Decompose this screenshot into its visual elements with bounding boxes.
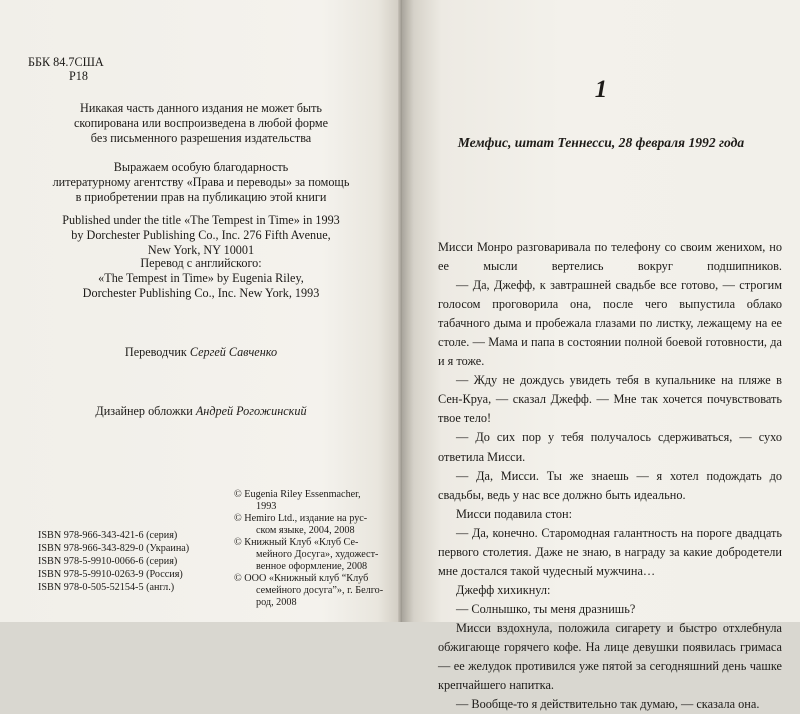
body-paragraph: Мисси вздохнула, положила сигарету и быстро отхлебнула обжигающе горячего кофе. На лице девушки появилась гримаса — ее желудок противился уже пятой за сегодняшний день чашке крепчайшего напитка. [438,620,782,693]
body-paragraph: Мисси подавила стон: [456,506,573,521]
copyright-line: ском языке, 2004, 2008 [256,525,355,536]
thanks-line: Выражаем особую благодарность [113,160,289,174]
isbn-line: ISBN 978-5-9910-0263-9 (Россия) [38,569,183,580]
body-paragraph: — До сих пор у тебя получалось сдерживаться, — сухо ответила Мисси. [438,430,782,464]
isbn-line: ISBN 978-966-343-829-0 (Украина) [38,543,190,554]
copyright-line: семейного досуга”», г. Белго- [256,585,384,596]
bbk-code: ББК 84.7США [28,55,104,69]
copyright-line: © Книжный Клуб «Клуб Се- [234,537,359,548]
isbn-line: ISBN 978-0-505-52154-5 (англ.) [38,582,175,593]
chapter-number: 1 [594,76,608,103]
published-line: Published under the title «The Tempest in Time» in 1993 [62,213,340,227]
copyright-line: 1993 [256,501,277,512]
thanks-line: литературному агентству «Права и переводы» за помощь [52,175,350,189]
published-line: by Dorchester Publishing Co., Inc. 276 Fifth Avenue, [71,228,331,242]
index-code: Р18 [69,69,88,83]
body-paragraph: — Жду не дождусь увидеть тебя в купальнике на пляже в Сен-Круа, — сказал Джефф. — Мне так хочется почувствовать твое тело! [438,373,782,426]
body-paragraph: — Да, Мисси. Ты же знаешь — я хотел подождать до свадьбы, ведь у нас все должно быть идеально. [438,468,782,502]
translation-line: Перевод с английского: [140,256,262,270]
copyright-line: © Hemiro Ltd., издание на рус- [234,513,368,524]
copyright-notice-line: Никакая часть данного издания не может быть [80,101,322,115]
copyright-line: мейного Досуга», художест- [256,549,379,560]
copyright-notice-line: скопирована или воспроизведена в любой форме [73,116,329,130]
copyright-line: © ООО «Книжный клуб “Клуб [234,573,369,584]
published-line: New York, NY 10001 [147,243,255,257]
translator-name: Сергей Савченко [189,345,278,359]
body-paragraph: Мисси Монро разговаривала по телефону со своим женихом, но ее мысли вертелись вокруг подшипников. [438,240,782,274]
translator-credit [0,345,402,360]
translation-line: «The Tempest in Time» by Eugenia Riley, [98,271,304,285]
translator-label: Переводчик [124,345,190,359]
designer-credit [0,404,402,419]
isbn-line: ISBN 978-5-9910-0066-6 (серия) [38,556,178,567]
copyright-line: венное оформление, 2008 [256,561,368,572]
designer-label: Дизайнер обложки [95,404,196,418]
copyright-line: род, 2008 [256,597,297,608]
body-paragraph: — Да, конечно. Старомодная галантность на пороге двадцать первого столетия. Даже не знаю, в награду за какие добродетели мне достался такой чудесный мужчина… [438,525,782,578]
copyright-line: © Eugenia Riley Essenmacher, [234,489,361,500]
body-paragraph: — Да, Джефф, к завтрашней свадьбе все готово, — строгим голосом проговорила она, после чего выпустила облако табачного дыма и пробежала глазами по листку, лежащему на ее столе. — Мама и папа в состоянии полной боевой готовности, да и я тоже. [438,278,782,369]
left-page [0,0,402,622]
chapter-subtitle: Мемфис, штат Теннесси, 28 февраля 1992 года [457,135,745,150]
body-paragraph: — Вообще-то я действительно так думаю, — сказала она. [456,697,760,712]
copyright-notice-line: без письменного разрешения издательства [90,131,312,145]
isbn-line: ISBN 978-966-343-421-6 (серия) [38,530,178,541]
body-paragraph: — Солнышко, ты меня дразнишь? [456,601,636,616]
body-paragraph: Джефф хихикнул: [456,582,551,597]
chapter-body [438,238,782,714]
right-page [402,0,800,712]
thanks-line: в приобретении прав на публикацию этой книги [75,190,327,204]
translation-line: Dorchester Publishing Co., Inc. New York, 1993 [82,286,320,300]
designer-name: Андрей Рогожинский [195,404,307,418]
